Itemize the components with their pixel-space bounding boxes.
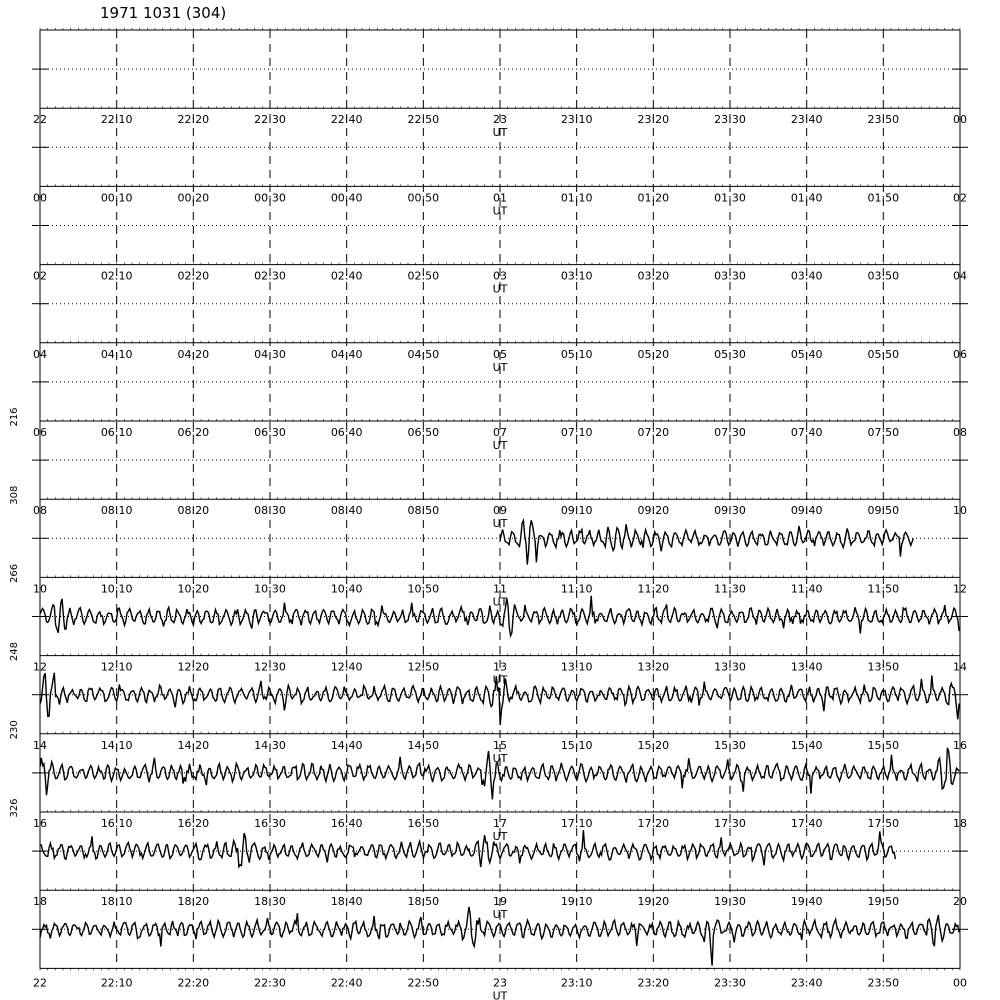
tick-label: 22:10 [100, 113, 133, 127]
amplitude-label: 308 [9, 485, 20, 505]
tick-label: 17:30 [714, 817, 746, 830]
seismogram-trace [500, 520, 913, 564]
tick-label: 13:30 [714, 660, 746, 674]
tick-label: 06:20 [177, 426, 210, 439]
tick-label: 12 [953, 582, 967, 596]
tick-label: 07:40 [790, 426, 823, 439]
tick-label: 07:20 [637, 426, 670, 439]
tick-label: 13:40 [790, 660, 823, 674]
tick-label: 03:30 [714, 269, 746, 283]
tick-label: 02:40 [330, 269, 363, 283]
tick-label: 00:20 [177, 191, 210, 205]
tick-label: 16:50 [407, 817, 440, 830]
tick-label: 07:30 [714, 426, 746, 439]
axis-unit-label: UT [492, 830, 508, 843]
axis-unit-label: UT [492, 751, 508, 765]
tick-label: 23 [493, 113, 507, 127]
amplitude-label: 248 [9, 642, 20, 662]
tick-label: 13:20 [637, 660, 670, 674]
tick-label: 23:10 [560, 113, 593, 127]
tick-label: 14 [33, 738, 47, 752]
tick-label: 01:50 [867, 191, 900, 205]
axis-unit-label: UT [492, 595, 508, 609]
tick-label: 15:30 [714, 738, 746, 752]
tick-label: 11:10 [560, 582, 593, 596]
tick-label: 15:50 [867, 738, 900, 752]
bottom-tick-label: 23:40 [790, 976, 823, 990]
bottom-tick-label: 23:30 [714, 976, 746, 990]
tick-label: 16 [953, 738, 967, 752]
chart-title: 1971 1031 (304) [100, 4, 227, 22]
tick-label: 12:50 [407, 660, 440, 674]
tick-label: 18:40 [330, 895, 363, 909]
bottom-tick-label: 23:50 [867, 976, 900, 990]
tick-label: 12 [33, 660, 47, 674]
tick-label: 22:20 [177, 113, 210, 127]
tick-label: 16:20 [177, 817, 210, 830]
amplitude-label: 230 [9, 720, 20, 740]
tick-label: 05:30 [714, 347, 746, 361]
tick-label: 08:30 [254, 504, 286, 518]
tick-label: 01:40 [790, 191, 823, 205]
tick-label: 22:40 [330, 113, 363, 127]
tick-label: 16:30 [254, 817, 286, 830]
axis-unit-label: UT [492, 908, 508, 922]
tick-label: 06:10 [100, 426, 133, 439]
tick-label: 01:20 [637, 191, 670, 205]
tick-label: 10:40 [330, 582, 363, 596]
tick-label: 11:50 [867, 582, 900, 596]
tick-label: 12:40 [330, 660, 363, 674]
tick-label: 03:40 [790, 269, 823, 283]
tick-label: 04:20 [177, 347, 210, 361]
tick-label: 08:20 [177, 504, 210, 518]
tick-label: 15:20 [637, 738, 670, 752]
tick-label: 22:50 [407, 113, 440, 127]
tick-label: 00:40 [330, 191, 363, 205]
tick-label: 13:50 [867, 660, 900, 674]
tick-label: 23:20 [637, 113, 670, 127]
tick-label: 08:10 [100, 504, 133, 518]
tick-label: 02 [33, 269, 47, 283]
axis-unit-label: UT [492, 673, 508, 687]
tick-label: 17:10 [560, 817, 593, 830]
tick-label: 04:30 [254, 347, 286, 361]
bottom-tick-label: 23:20 [637, 976, 670, 990]
bottom-tick-label: 22:10 [100, 976, 133, 990]
tick-label: 00:50 [407, 191, 440, 205]
tick-label: 18:10 [100, 895, 133, 909]
tick-label: 19:50 [867, 895, 900, 909]
tick-label: 15 [493, 738, 507, 752]
tick-label: 09:20 [637, 504, 670, 518]
bottom-axis-unit-label: UT [492, 989, 508, 1000]
tick-label: 06:50 [407, 426, 440, 439]
bottom-tick-label: 22 [33, 976, 47, 990]
tick-label: 17:40 [790, 817, 823, 830]
tick-label: 02:20 [177, 269, 210, 283]
tick-label: 12:10 [100, 660, 133, 674]
tick-label: 08 [33, 504, 47, 518]
tick-label: 18:30 [254, 895, 286, 909]
tick-label: 04 [953, 269, 967, 283]
tick-label: 16:40 [330, 817, 363, 830]
axis-unit-label: UT [492, 204, 508, 218]
tick-label: 05:50 [867, 347, 900, 361]
tick-label: 13:10 [560, 660, 593, 674]
tick-label: 00:10 [100, 191, 133, 205]
tick-label: 03:20 [637, 269, 670, 283]
tick-label: 18 [953, 817, 967, 830]
tick-label: 14:40 [330, 738, 363, 752]
tick-label: 11:30 [714, 582, 746, 596]
tick-label: 14 [953, 660, 967, 674]
tick-label: 03 [493, 269, 507, 283]
bottom-tick-label: 22:30 [254, 976, 286, 990]
tick-label: 03:50 [867, 269, 900, 283]
tick-label: 19:20 [637, 895, 670, 909]
tick-label: 13 [493, 660, 507, 674]
tick-label: 19:10 [560, 895, 593, 909]
tick-label: 11:40 [790, 582, 823, 596]
tick-label: 08 [953, 426, 967, 439]
tick-label: 10:50 [407, 582, 440, 596]
seismogram-trace [40, 830, 895, 867]
tick-label: 00:30 [254, 191, 286, 205]
tick-label: 07:50 [867, 426, 900, 439]
tick-label: 09:50 [867, 504, 900, 518]
tick-label: 22 [33, 113, 47, 127]
tick-label: 14:20 [177, 738, 210, 752]
tick-label: 12:20 [177, 660, 210, 674]
tick-label: 09 [493, 504, 507, 518]
tick-label: 09:40 [790, 504, 823, 518]
bottom-tick-label: 22:40 [330, 976, 363, 990]
tick-label: 02:30 [254, 269, 286, 283]
tick-label: 02:10 [100, 269, 133, 283]
tick-label: 17:50 [867, 817, 900, 830]
tick-label: 23:30 [714, 113, 746, 127]
tick-label: 19 [493, 895, 507, 909]
tick-label: 08:50 [407, 504, 440, 518]
tick-label: 19:40 [790, 895, 823, 909]
amplitude-label: 326 [9, 798, 20, 818]
tick-label: 15:40 [790, 738, 823, 752]
tick-label: 17 [493, 817, 507, 830]
tick-label: 00 [33, 191, 47, 205]
axis-unit-label: UT [492, 360, 508, 374]
tick-label: 07 [493, 426, 507, 439]
tick-label: 12:30 [254, 660, 286, 674]
tick-label: 14:30 [254, 738, 286, 752]
tick-label: 04:50 [407, 347, 440, 361]
tick-label: 10:30 [254, 582, 286, 596]
tick-label: 06:40 [330, 426, 363, 439]
tick-label: 06 [953, 347, 967, 361]
bottom-tick-label: 22:50 [407, 976, 440, 990]
tick-label: 10 [953, 504, 967, 518]
tick-label: 16 [33, 817, 47, 830]
bottom-tick-label: 00 [953, 976, 967, 990]
tick-label: 03:10 [560, 269, 593, 283]
tick-label: 17:20 [637, 817, 670, 830]
bottom-tick-label: 23 [493, 976, 507, 990]
tick-label: 04:40 [330, 347, 363, 361]
tick-label: 09:30 [714, 504, 746, 518]
tick-label: 18 [33, 895, 47, 909]
tick-label: 05:20 [637, 347, 670, 361]
tick-label: 18:50 [407, 895, 440, 909]
tick-label: 11:20 [637, 582, 670, 596]
tick-label: 10:10 [100, 582, 133, 596]
amplitude-label: 216 [9, 407, 20, 427]
tick-label: 04:10 [100, 347, 133, 361]
tick-label: 10:20 [177, 582, 210, 596]
tick-label: 04 [33, 347, 47, 361]
tick-label: 14:50 [407, 738, 440, 752]
tick-label: 05 [493, 347, 507, 361]
axis-unit-label: UT [492, 126, 508, 140]
tick-label: 07:10 [560, 426, 593, 439]
axis-unit-label: UT [492, 517, 508, 531]
tick-label: 22:30 [254, 113, 286, 127]
tick-label: 18:20 [177, 895, 210, 909]
tick-label: 00 [953, 113, 967, 127]
tick-label: 01:10 [560, 191, 593, 205]
tick-label: 05:40 [790, 347, 823, 361]
tick-label: 01 [493, 191, 507, 205]
tick-label: 23:40 [790, 113, 823, 127]
tick-label: 19:30 [714, 895, 746, 909]
tick-label: 08:40 [330, 504, 363, 518]
axis-unit-label: UT [492, 439, 508, 452]
tick-label: 20 [953, 895, 967, 909]
tick-label: 14:10 [100, 738, 133, 752]
axis-unit-label: UT [492, 282, 508, 296]
bottom-tick-label: 23:10 [560, 976, 593, 990]
tick-label: 05:10 [560, 347, 593, 361]
tick-label: 01:30 [714, 191, 746, 205]
tick-label: 16:10 [100, 817, 133, 830]
tick-label: 23:50 [867, 113, 900, 127]
tick-label: 10 [33, 582, 47, 596]
tick-label: 02:50 [407, 269, 440, 283]
tick-label: 09:10 [560, 504, 593, 518]
tick-label: 06:30 [254, 426, 286, 439]
tick-label: 15:10 [560, 738, 593, 752]
tick-label: 11 [493, 582, 507, 596]
amplitude-label: 266 [9, 563, 20, 583]
tick-label: 02 [953, 191, 967, 205]
bottom-tick-label: 22:20 [177, 976, 210, 990]
tick-label: 06 [33, 426, 47, 439]
